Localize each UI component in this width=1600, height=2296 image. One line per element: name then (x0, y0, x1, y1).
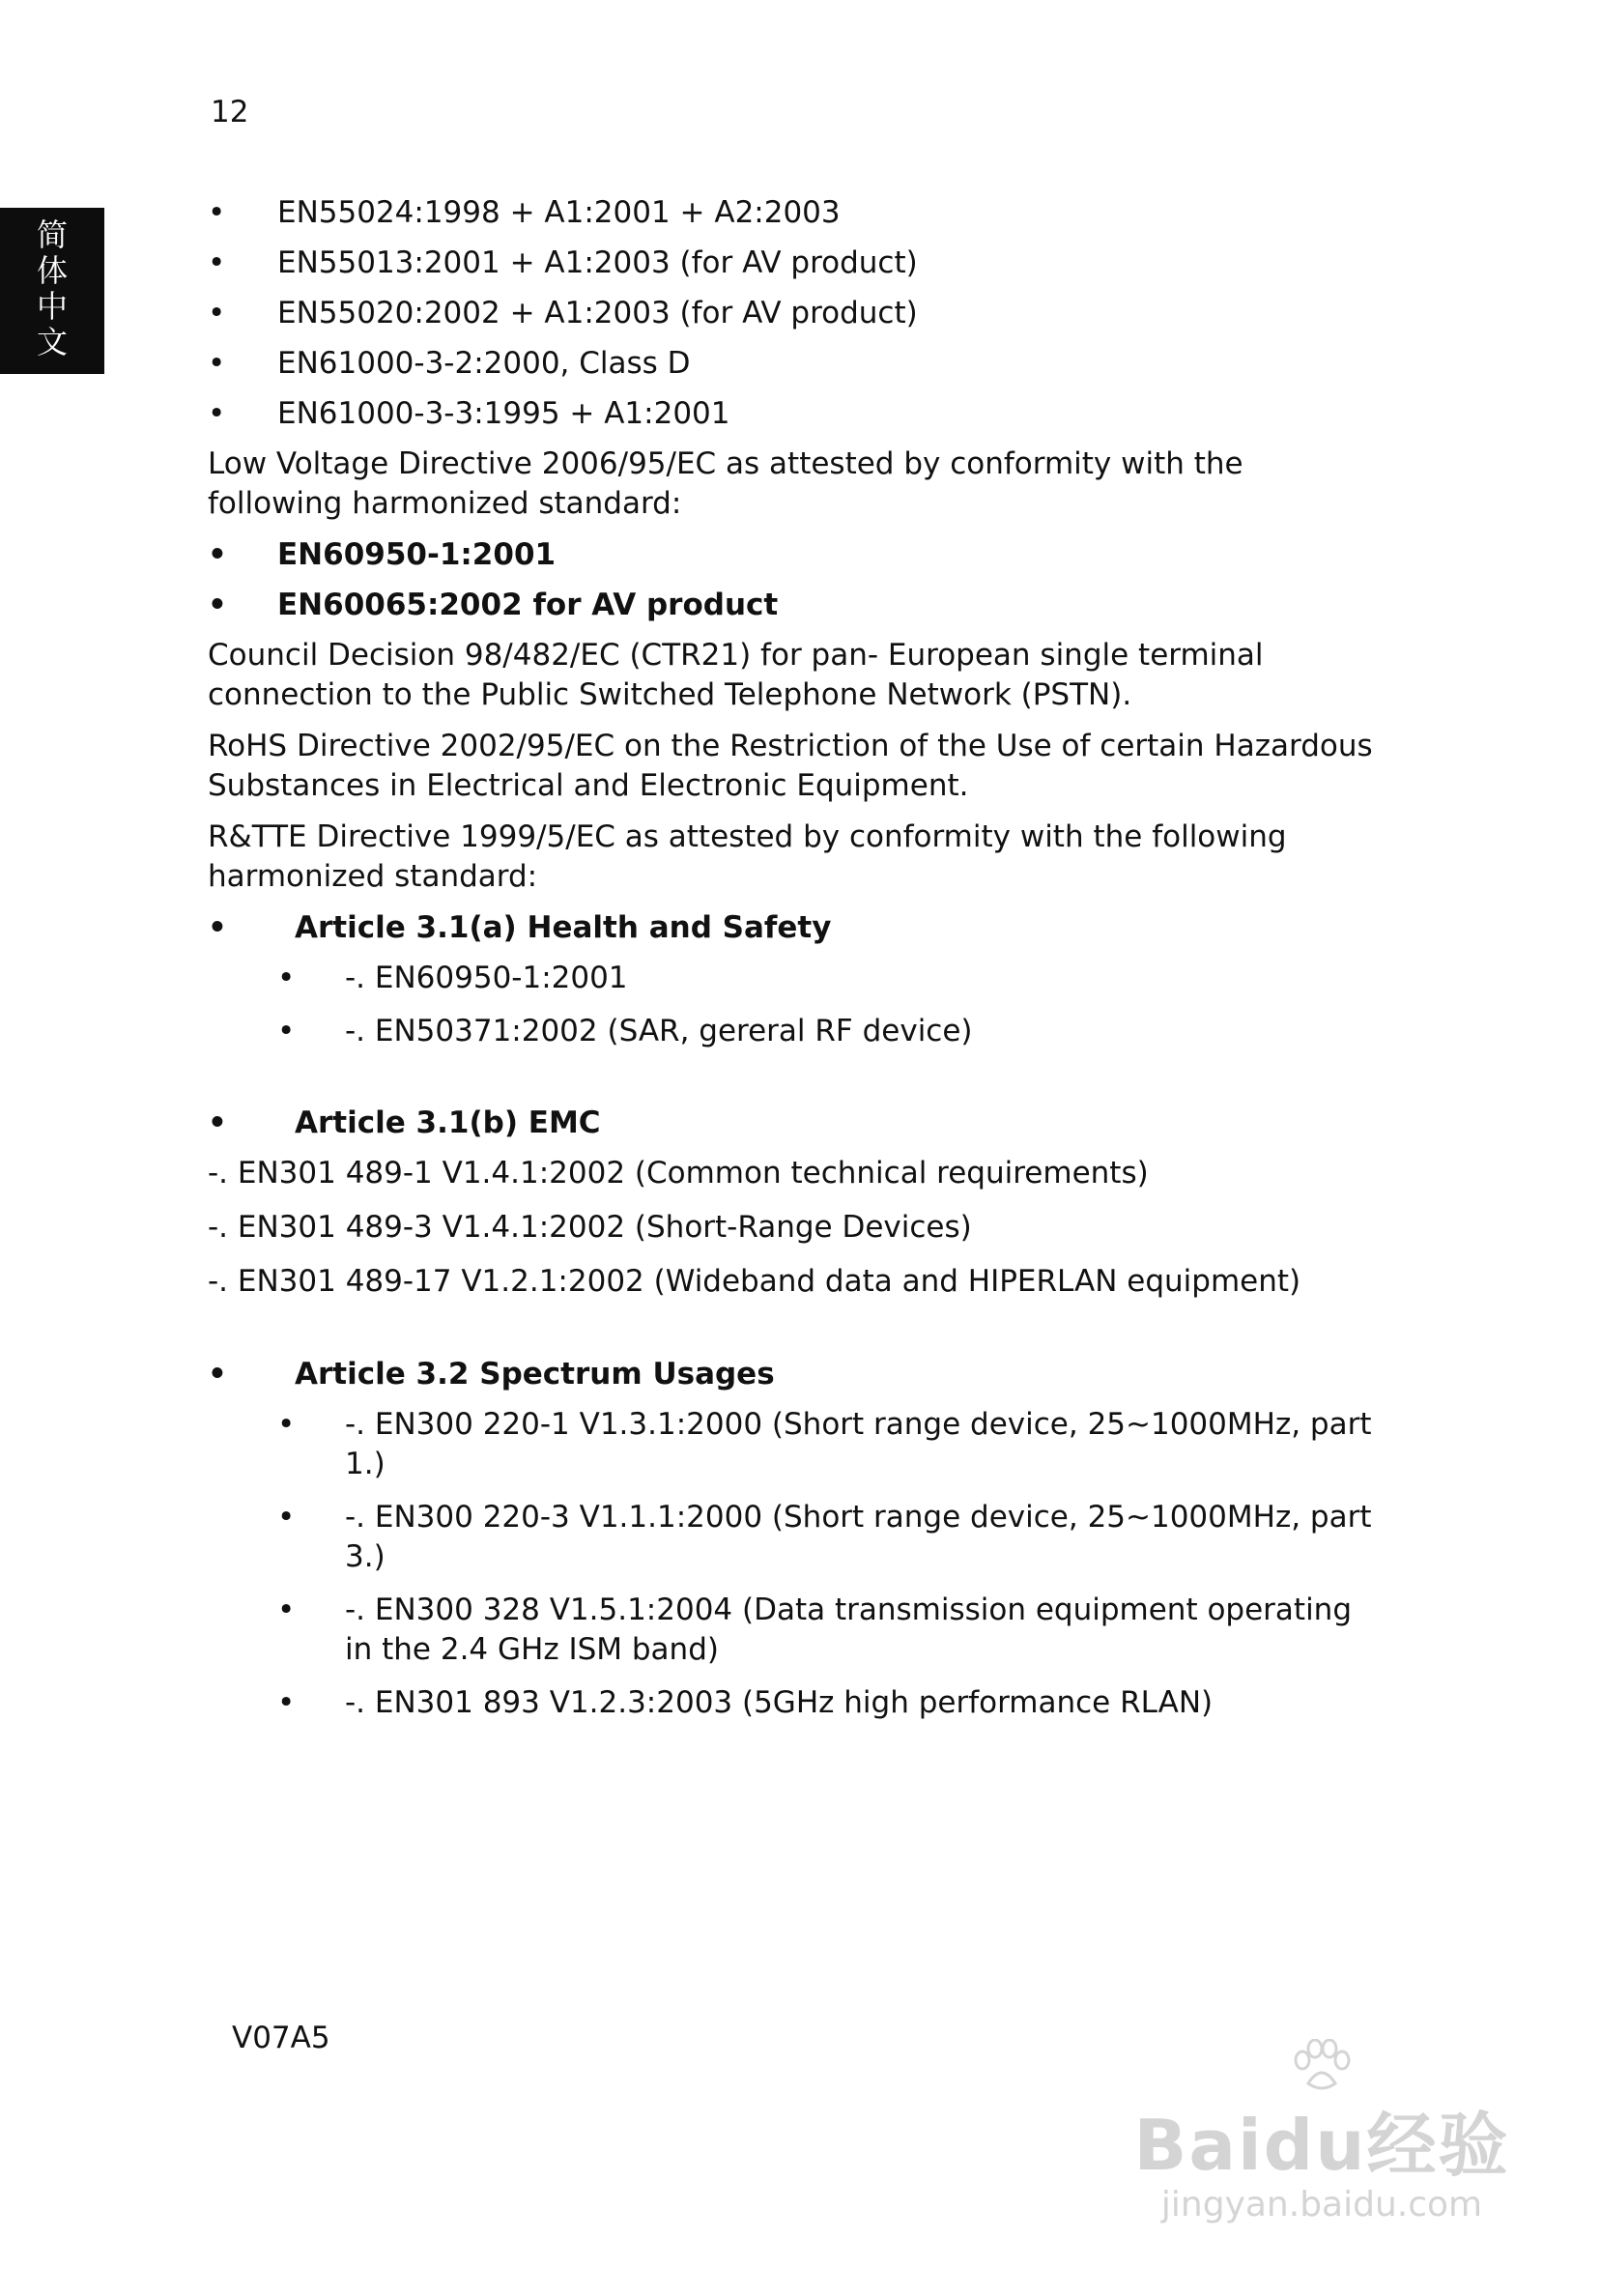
bullet: • (277, 1685, 296, 1720)
list-item: • -. EN301 893 V1.2.3:2003 (5GHz high performance RLAN) (208, 1683, 1377, 1723)
language-tab-char: 文 (36, 324, 68, 360)
paw-icon (1129, 2039, 1515, 2107)
list-item: • -. EN300 328 V1.5.1:2004 (Data transmission equipment operating in the 2.4 GHz ISM band) (277, 1593, 1353, 1667)
bullet: • (277, 1407, 296, 1442)
watermark (1129, 2039, 1515, 2247)
list-item: • EN61000-3-2:2000, Class D (208, 344, 1377, 384)
rtte-paragraph: R&TTE Directive 1999/5/EC as attested by conformity with the following harmonized standard: (208, 819, 1287, 894)
list-item: -. EN301 489-1 V1.4.1:2002 (Common technical requirements) (208, 1156, 1149, 1191)
bullet: • (208, 1357, 227, 1392)
bullet: • (277, 1014, 296, 1048)
council-decision-paragraph: Council Decision 98/482/EC (CTR21) for pan- European single terminal connection to the Public Switched Telephone Network (PSTN). (208, 638, 1264, 712)
bullet: • (277, 1593, 296, 1627)
list-item: • -. EN60950-1:2001 (208, 959, 1377, 998)
lvd-paragraph: Low Voltage Directive 2006/95/EC as attested by conformity with the following harmonized standard: (208, 446, 1243, 521)
bullet: • (208, 1105, 227, 1140)
bullet: • (208, 588, 227, 622)
language-tab-char: 体 (36, 252, 68, 289)
list-item: • EN55013:2001 + A1:2003 (for AV product) (208, 244, 1377, 283)
article-3-1b-section (208, 1104, 1377, 1302)
spacer (208, 1065, 1377, 1104)
document-body (208, 193, 1377, 1736)
list-item: -. EN301 489-17 V1.2.1:2002 (Wideband data and HIPERLAN equipment) (208, 1264, 1301, 1299)
language-tab-char: 中 (36, 288, 68, 325)
list-item: -. EN301 489-3 V1.4.1:2002 (Short-Range Devices) (208, 1210, 972, 1245)
list-item: • -. EN50371:2002 (SAR, gereral RF device) (208, 1012, 1377, 1051)
page-number: 12 (211, 95, 249, 129)
list-item: • EN60950-1:2001 (208, 535, 1377, 575)
article-3-2-section (208, 1355, 1377, 1723)
section-heading: • Article 3.2 Spectrum Usages (208, 1355, 1377, 1394)
watermark-brand: Baidu经验 (1133, 2105, 1510, 2186)
bullet: • (208, 195, 226, 230)
spacer (208, 1316, 1377, 1355)
section-heading: • Article 3.1(a) Health and Safety (208, 908, 1377, 948)
list-item: • EN55024:1998 + A1:2001 + A2:2003 (208, 193, 1377, 233)
bullet: • (208, 910, 227, 945)
language-tab (0, 208, 104, 374)
list-item: • -. EN300 220-3 V1.1.1:2000 (Short range device, 25~1000MHz, part 3.) (277, 1500, 1372, 1574)
bullet: • (208, 346, 226, 381)
rohs-paragraph: RoHS Directive 2002/95/EC on the Restriction of the Use of certain Hazardous Substances in Electrical and Electronic Equipment. (208, 729, 1373, 803)
bullet: • (208, 396, 226, 431)
list-item: • EN55020:2002 + A1:2003 (for AV product) (208, 294, 1377, 333)
bullet: • (277, 1500, 296, 1535)
article-3-1a-section (208, 908, 1377, 1051)
watermark-url: jingyan.baidu.com (1160, 2185, 1483, 2224)
lvd-standards-list (208, 535, 1377, 625)
list-item: • EN60065:2002 for AV product (208, 586, 1377, 625)
bullet: • (208, 537, 227, 572)
bullet: • (277, 961, 296, 995)
emc-standards-list (208, 193, 1377, 434)
bullet: • (208, 296, 226, 330)
language-tab-char: 简 (36, 216, 68, 253)
footer-code: V07A5 (232, 2021, 330, 2055)
list-item: • -. EN300 220-1 V1.3.1:2000 (Short range device, 25~1000MHz, part 1.) (277, 1407, 1372, 1481)
section-heading: • Article 3.1(b) EMC (208, 1104, 1377, 1143)
list-item: • EN61000-3-3:1995 + A1:2001 (208, 394, 1377, 434)
bullet: • (208, 245, 226, 280)
